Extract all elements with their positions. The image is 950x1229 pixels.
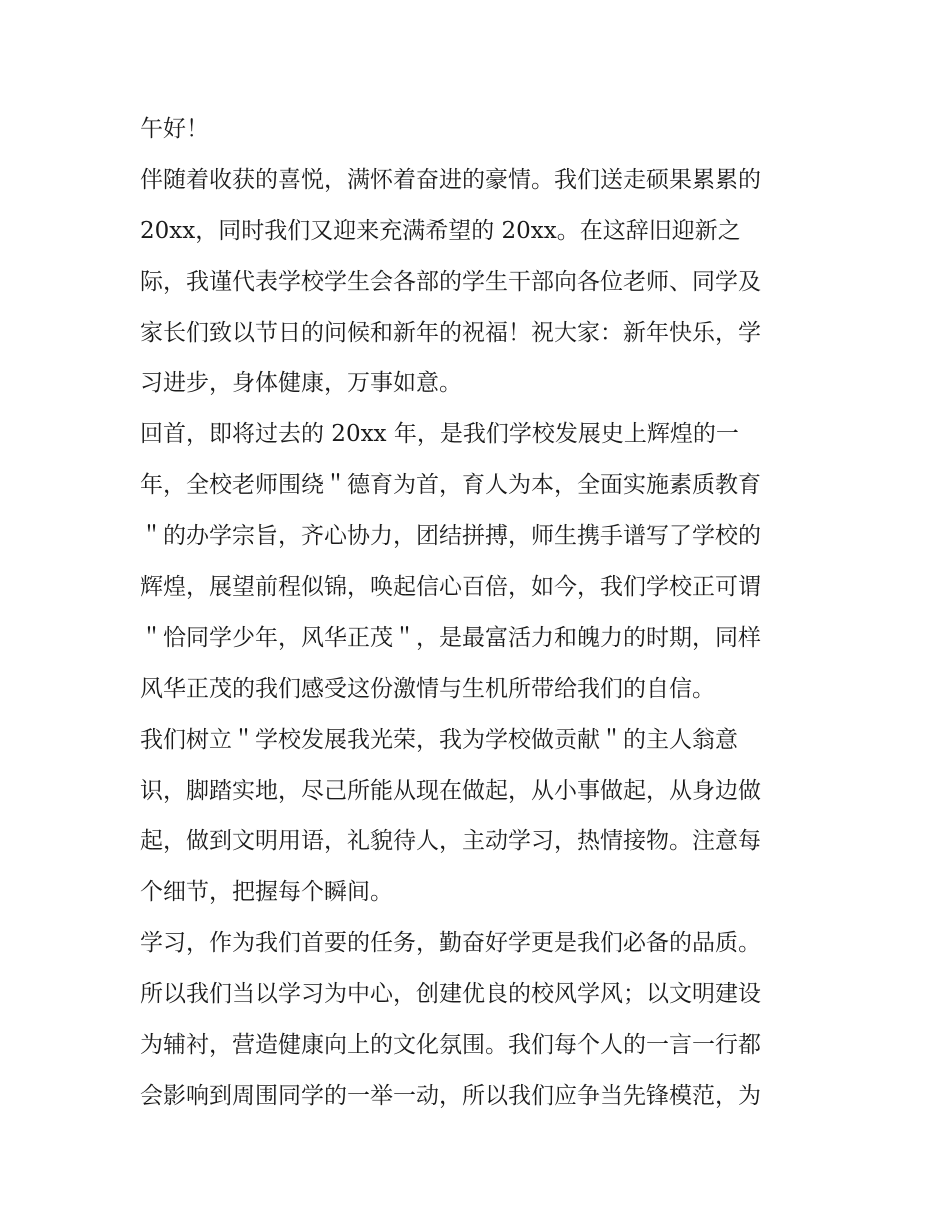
text-line: 际，我谨代表学校学生会各部的学生干部向各位老师、同学及 — [140, 268, 761, 295]
text-line: ＂的办学宗旨，齐心协力，团结拼搏，师生携手谱写了学校的 — [140, 523, 761, 550]
text-line: 为辅衬，营造健康向上的文化氛围。我们每个人的一言一行都 — [140, 1032, 761, 1059]
text-line: 个细节，把握每个瞬间。 — [140, 879, 393, 906]
text-line: 所以我们当以学习为中心，创建优良的校风学风；以文明建设 — [140, 981, 761, 1008]
text-line: 识，脚踏实地，尽己所能从现在做起，从小事做起，从身边做 — [140, 777, 761, 804]
text-line: 年，全校老师围绕＂德育为首，育人为本，全面实施素质教育 — [140, 472, 761, 499]
text-line: 习进步，身体健康，万事如意。 — [140, 370, 462, 397]
text-line: 20xx，同时我们又迎来充满希望的 20xx。在这辞旧迎新之 — [140, 217, 741, 244]
text-line: 我们树立＂学校发展我光荣，我为学校做贡献＂的主人翁意 — [140, 726, 738, 753]
text-line: 起，做到文明用语，礼貌待人，主动学习，热情接物。注意每 — [140, 828, 761, 855]
text-line: 辉煌，展望前程似锦，唤起信心百倍，如今，我们学校正可谓 — [140, 574, 761, 601]
text-line: 家长们致以节日的问候和新年的祝福！祝大家：新年快乐，学 — [140, 319, 761, 346]
text-line: 学习，作为我们首要的任务，勤奋好学更是我们必备的品质。 — [140, 930, 761, 957]
text-line: 风华正茂的我们感受这份激情与生机所带给我们的自信。 — [140, 675, 715, 702]
speech-text — [140, 104, 820, 1122]
text-line: 回首，即将过去的 20xx 年，是我们学校发展史上辉煌的一 — [140, 421, 739, 448]
text-line: 会影响到周围同学的一举一动，所以我们应争当先锋模范，为 — [140, 1082, 761, 1109]
text-line: ＂恰同学少年，风华正茂＂，是最富活力和魄力的时期，同样 — [140, 624, 761, 651]
text-line: 伴随着收获的喜悦，满怀着奋进的豪情。我们送走硕果累累的 — [140, 166, 761, 193]
text-line: 午好！ — [140, 116, 209, 142]
